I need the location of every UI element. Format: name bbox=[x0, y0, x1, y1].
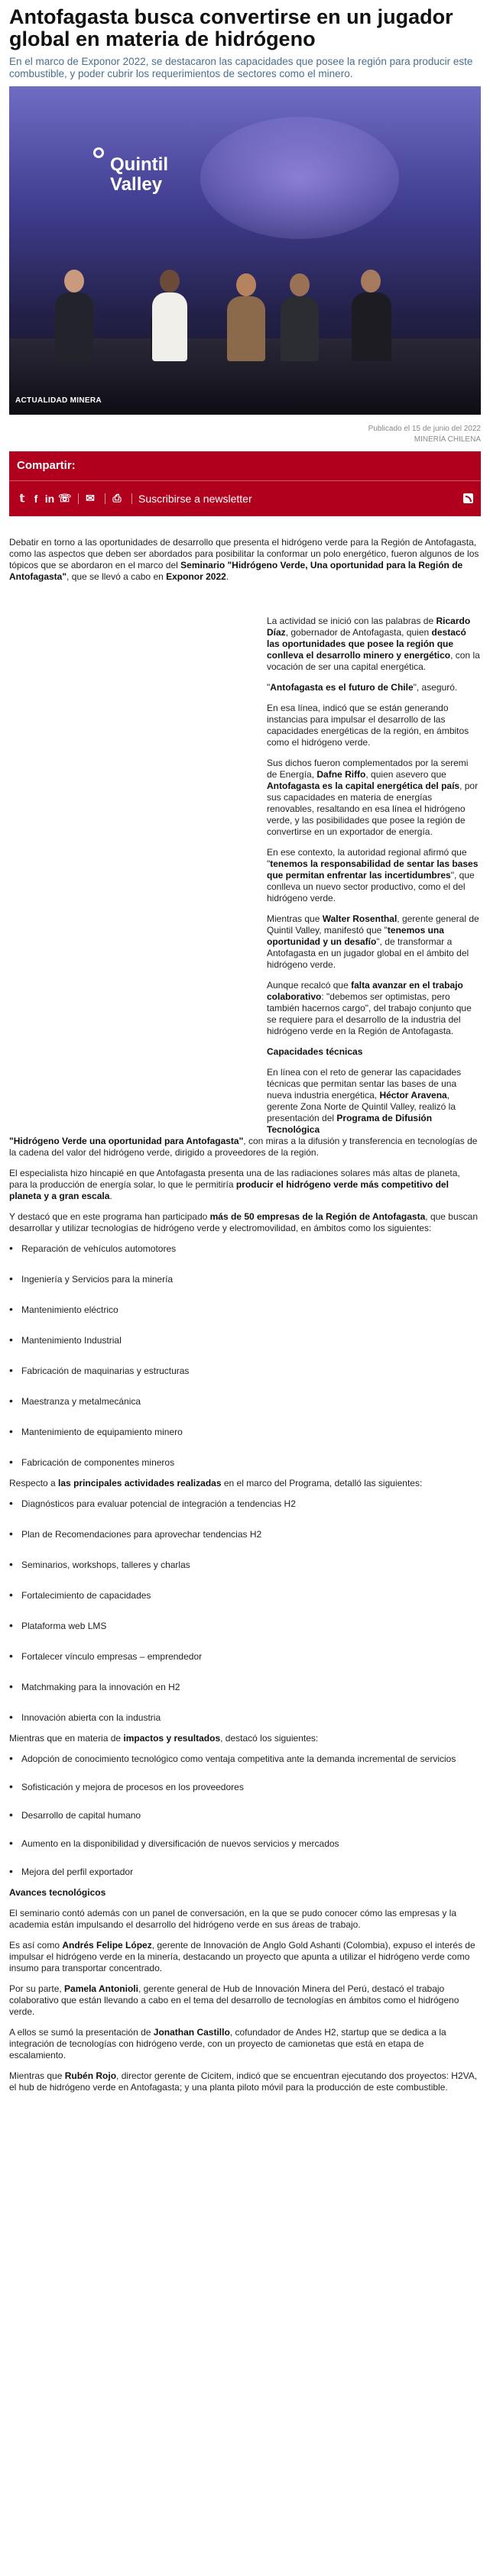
main-column bbox=[9, 1136, 481, 2093]
newsletter-link[interactable]: Suscribirse a newsletter bbox=[138, 492, 252, 505]
list-item: • Fortalecer vínculo empresas – emprendedor bbox=[9, 1651, 481, 1663]
share-bar bbox=[9, 451, 481, 516]
quintil-valley-logo: Quintil Valley bbox=[110, 154, 168, 195]
paragraph: En ese contexto, la autoridad regional afirmó que "tenemos la responsabilidad de sentar las bases que permitan enfrentar las incertidumbres", que conlleva un nuevo sector productivo, como el del hidrógeno verde. bbox=[267, 847, 479, 903]
whatsapp-icon[interactable]: ☏ bbox=[58, 492, 72, 504]
source-label: MINERÍA CHILENA bbox=[414, 435, 481, 444]
paragraph: La actividad se inició con las palabras de Ricardo Díaz, gobernador de Antofagasta, quien destacó las oportunidades que posee la región que conlleva el desarrollo minero y energético, con la vocación de ser una capital energética. bbox=[267, 616, 480, 672]
paragraph: Respecto a las principales actividades realizadas en el marco del Programa, detalló las siguientes: bbox=[9, 1478, 423, 1488]
article-lead: En el marco de Exponor 2022, se destacaron las capacidades que posee la región para producir este combustible, y poder cubrir los requerimientos de sectores como el minero. bbox=[9, 56, 473, 79]
share-separator bbox=[131, 493, 132, 504]
list-item: • Fabricación de maquinarias y estructuras bbox=[9, 1366, 481, 1377]
list-item: • Sofisticación y mejora de procesos en los proveedores bbox=[9, 1782, 481, 1793]
paragraph: Mientras que Rubén Rojo, director gerente de Cicitem, indicó que se encuentran ejecutando dos proyectos: H2VA, el hub de hidrógeno verde en Antofagasta; y una planta piloto móvil para la producción de este combustible. bbox=[9, 2070, 478, 2093]
article-title: Antofagasta busca convertirse en un jugador global en materia de hidrógeno bbox=[9, 5, 453, 50]
list-item: • Seminarios, workshops, talleres y charlas bbox=[9, 1559, 481, 1571]
paragraph: "Hidrógeno Verde una oportunidad para Antofagasta", con miras a la difusión y transferencia en tecnologías de la cadena del valor del hidrógeno verde, dirigido a proveedores de la región. bbox=[9, 1136, 478, 1158]
list-item: • Maestranza y metalmecánica bbox=[9, 1396, 481, 1408]
paragraph: Mientras que en materia de impactos y resultados, destacó los siguientes: bbox=[9, 1733, 319, 1744]
list-item: • Mantenimiento Industrial bbox=[9, 1335, 481, 1346]
facebook-icon[interactable]: f bbox=[34, 492, 38, 505]
list-item: • Plataforma web LMS bbox=[9, 1621, 481, 1632]
paragraph: Por su parte, Pamela Antonioli, gerente general de Hub de Innovación Minera del Perú, destacó el trabajo colaborativo que están llevando a cabo en el tema del desarrollo de tecnologías en ámbitos como el hidrógeno verde. bbox=[9, 1983, 459, 2017]
rss-icon[interactable] bbox=[463, 493, 473, 503]
section-heading: Avances tecnológicos bbox=[9, 1887, 106, 1898]
sectors-list bbox=[9, 1243, 481, 1469]
impacts-list bbox=[9, 1753, 481, 1878]
list-item: • Mantenimiento eléctrico bbox=[9, 1304, 481, 1316]
list-item: • Diagnósticos para evaluar potencial de integración a tendencias H2 bbox=[9, 1498, 481, 1510]
paragraph: En línea con el reto de generar las capacidades técnicas que permitan sentar las bases de una nueva industria energética, Héctor Aravena, gerente Zona Norte de Quintil Valley, realizó la presentación del Programa de Difusión Tecnológica bbox=[267, 1067, 462, 1135]
article-body bbox=[9, 537, 481, 2093]
list-item: • Reparación de vehículos automotores bbox=[9, 1243, 481, 1255]
share-separator bbox=[78, 493, 79, 504]
paragraph: El especialista hizo hincapié en que Antofagasta presenta una de las radiaciones solares más altas de planeta, para la producción de energía solar, lo que le permitiría producir el hidrógeno verde más competitivo del planeta y a gran escala. bbox=[9, 1168, 460, 1201]
share-icons bbox=[17, 492, 252, 505]
paragraph: Aunque recalcó que falta avanzar en el trabajo colaborativo: "debemos ser optimistas, pero también hacernos cargo", del trabajo conjunto que se requiere para el desarrollo de la industria del hidrógeno verde en la Región de Antofagasta. bbox=[267, 980, 472, 1036]
paragraph: Debatir en torno a las oportunidades de desarrollo que presenta el hidrógeno verde para la Región de Antofagasta, como las aspectos que deben ser abordados para posibilitar la conformar un polo energético, fueron algunos de los tópicos que se abordaron en el marco del Seminario "Hidrógeno Verde, Una oportunidad para la Región de Antofagasta", que se llevó a cabo en Exponor 2022. bbox=[9, 537, 479, 582]
email-icon[interactable]: ✉ bbox=[86, 492, 95, 504]
paragraph: Mientras que Walter Rosenthal, gerente general de Quintil Valley, manifestó que "tenemos una oportunidad y un desafío", de transformar a Antofagasta en un jugador global en el ámbito del hidrógeno verde. bbox=[267, 913, 479, 970]
activities-list bbox=[9, 1498, 481, 1724]
stage-light bbox=[200, 117, 399, 239]
paragraph: Sus dichos fueron complementados por la seremi de Energía, Dafne Riffo, quien asevero que Antofagasta es la capital energética del país, por sus capacidades en materia de energías renovables, resaltando en esa línea el hidrógeno verde, y las posibilidades que posee la región de convertirse en un exportador de energía. bbox=[267, 758, 479, 837]
list-item: • Fortalecimiento de capacidades bbox=[9, 1590, 481, 1602]
share-label: Compartir: bbox=[17, 459, 76, 472]
list-item: • Fabricación de componentes mineros bbox=[9, 1457, 481, 1469]
print-icon[interactable]: ⎙ bbox=[112, 492, 122, 504]
publish-date: Publicado el 15 de junio del 2022 bbox=[368, 425, 481, 433]
list-item: • Mantenimiento de equipamiento minero bbox=[9, 1427, 481, 1438]
list-item: • Desarrollo de capital humano bbox=[9, 1810, 481, 1821]
linkedin-icon[interactable]: in bbox=[44, 492, 55, 505]
list-item: • Mejora del perfil exportador bbox=[9, 1867, 481, 1878]
section-heading: Capacidades técnicas bbox=[267, 1046, 363, 1057]
list-item: • Adopción de conocimiento tecnológico como ventaja competitiva ante la demanda incremental de servicios bbox=[9, 1753, 481, 1765]
list-item: • Aumento en la disponibilidad y diversificación de nuevos servicios y mercados bbox=[9, 1838, 481, 1850]
paragraph: El seminario contó además con un panel de conversación, en la que se pudo conocer cómo las empresas y la academia están impulsando el desarrollo del hidrógeno verde en sus áreas de trabajo. bbox=[9, 1908, 457, 1930]
paragraph: En esa línea, indicó que se están generando instancias para impulsar el desarrollo de las capacidades energéticas de la región, en ámbitos como el hidrógeno verde. bbox=[267, 703, 469, 748]
twitter-icon[interactable]: 𝕥 bbox=[19, 492, 25, 504]
photo-caption: ACTUALIDAD MINERA bbox=[15, 396, 102, 405]
paragraph: A ellos se sumó la presentación de Jonathan Castillo, cofundador de Andes H2, startup que se dedica a la integración de tecnologías con hidrógeno verde, con un proyecto de camionetas que está en etapa de escalamiento. bbox=[9, 2027, 446, 2060]
list-item: • Matchmaking para la innovación en H2 bbox=[9, 1682, 481, 1693]
right-column bbox=[267, 616, 481, 1136]
list-item: • Innovación abierta con la industria bbox=[9, 1712, 481, 1724]
paragraph: "Antofagasta es el futuro de Chile", aseguró. bbox=[267, 682, 458, 693]
article-photo[interactable] bbox=[9, 86, 481, 415]
publication-meta bbox=[9, 424, 481, 445]
share-divider bbox=[9, 480, 481, 481]
list-item: • Ingeniería y Servicios para la minería bbox=[9, 1274, 481, 1285]
paragraph: Es así como Andrés Felipe López, gerente de Innovación de Anglo Gold Ashanti (Colombia), expuso el interés de impulsar el hidrógeno verde en la minería, destacando un proyecto que apunta a utilizar el hidrógeno verde como insumo para transportar concentrado. bbox=[9, 1940, 475, 1973]
list-item: • Plan de Recomendaciones para aprovechar tendencias H2 bbox=[9, 1529, 481, 1540]
paragraph: Y destacó que en este programa han participado más de 50 empresas de la Región de Antofagasta, que buscan desarrollar y utilizar tecnologías de hidrógeno verde y electromovilidad, en ámbitos como los siguientes: bbox=[9, 1211, 478, 1233]
